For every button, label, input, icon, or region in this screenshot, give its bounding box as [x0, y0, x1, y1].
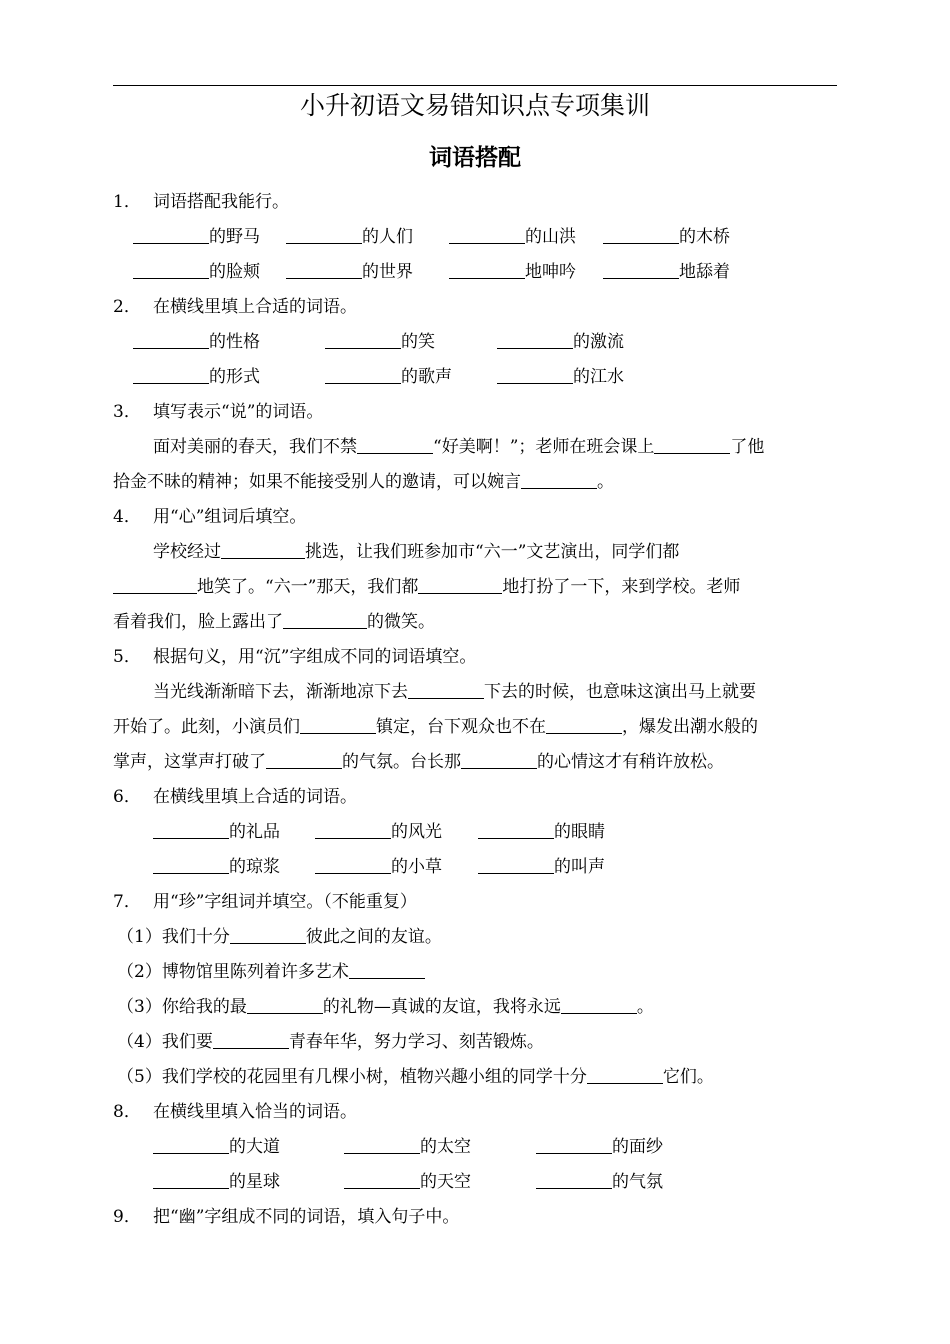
q6-item: 的叫声: [478, 854, 605, 880]
q6-item: 的礼品: [153, 819, 280, 845]
question-number: 8．: [113, 1102, 141, 1122]
answer-blank[interactable]: [221, 540, 305, 559]
question-number: 4．: [113, 507, 141, 527]
q2-item: 的激流: [497, 329, 624, 355]
q4-paragraph-line-3: 看着我们，脸上露出了 的微笑。: [113, 612, 435, 632]
question-prompt: 填写表示“说”的词语。: [153, 402, 324, 422]
q6-item: 的风光: [315, 819, 442, 845]
question-prompt: 在横线里填入恰当的词语。: [153, 1102, 357, 1122]
q1-item: 地舔着: [603, 259, 730, 285]
q7-sub-1: （1）我们十分 彼此之间的友谊。: [117, 927, 442, 947]
q4-paragraph-line-1: 学校经过 挑选，让我们班参加市“六一”文艺演出，同学们都: [153, 542, 680, 562]
answer-blank[interactable]: [133, 365, 209, 384]
q8-item: 的面纱: [536, 1134, 663, 1160]
question-prompt: 用“心”组词后填空。: [153, 507, 307, 527]
question-prompt: 根据句义，用“沉”字组成不同的词语填空。: [153, 647, 477, 667]
answer-blank[interactable]: [153, 855, 229, 874]
q8-item: 的太空: [344, 1134, 471, 1160]
question-prompt: 用“珍”字组词并填空。（不能重复）: [153, 892, 417, 912]
answer-blank[interactable]: [449, 225, 525, 244]
answer-blank[interactable]: [521, 470, 597, 489]
answer-blank[interactable]: [266, 750, 342, 769]
question-prompt: 把“幽”字组成不同的词语，填入句子中。: [153, 1207, 460, 1227]
question-prompt: 在横线里填上合适的词语。: [153, 787, 357, 807]
answer-blank[interactable]: [113, 575, 197, 594]
section-title: 词语搭配: [429, 145, 521, 171]
document-title: 小升初语文易错知识点专项集训: [299, 91, 650, 120]
q3-paragraph-line-2: 拾金不昧的精神；如果不能接受别人的邀请，可以婉言 。: [113, 472, 614, 492]
q1-item: 的木桥: [603, 224, 730, 250]
answer-blank[interactable]: [561, 995, 637, 1014]
answer-blank[interactable]: [449, 260, 525, 279]
q4-paragraph-line-2: 地笑了。“六一”那天，我们都 地打扮了一下，来到学校。老师: [113, 574, 740, 600]
answer-blank[interactable]: [283, 610, 367, 629]
sub-label: （3）: [117, 997, 162, 1017]
q7-sub-4: （4）我们要 青春年华，努力学习、刻苦锻炼。: [117, 1032, 544, 1052]
sub-label: （5）: [117, 1067, 162, 1087]
answer-blank[interactable]: [357, 435, 433, 454]
answer-blank[interactable]: [461, 750, 537, 769]
question-prompt: 词语搭配我能行。: [153, 192, 289, 212]
answer-blank[interactable]: [546, 715, 622, 734]
q2-item: 的性格: [133, 329, 260, 355]
q3-paragraph-line-1: 面对美丽的春天，我们不禁 “好美啊！”；老师在班会课上 了他: [153, 437, 765, 457]
answer-blank[interactable]: [536, 1135, 612, 1154]
answer-blank[interactable]: [408, 680, 484, 699]
answer-blank[interactable]: [587, 1065, 663, 1084]
answer-blank[interactable]: [344, 1135, 420, 1154]
answer-blank[interactable]: [286, 260, 362, 279]
question-number: 9．: [113, 1207, 141, 1227]
q1-item: 的山洪: [449, 224, 576, 250]
answer-blank[interactable]: [153, 1170, 229, 1189]
q7-sub-2: （2）博物馆里陈列着许多艺术: [117, 959, 425, 985]
q1-item: 地呻吟: [449, 259, 576, 285]
answer-blank[interactable]: [344, 1170, 420, 1189]
answer-blank[interactable]: [286, 225, 362, 244]
answer-blank[interactable]: [300, 715, 376, 734]
q8-item: 的大道: [153, 1134, 280, 1160]
answer-blank[interactable]: [315, 855, 391, 874]
answer-blank[interactable]: [153, 820, 229, 839]
sub-label: （4）: [117, 1032, 162, 1052]
header-rule: [113, 85, 837, 86]
q1-item: 的脸颊: [133, 259, 260, 285]
sub-label: （1）: [117, 927, 162, 947]
q1-item: 的世界: [286, 259, 413, 285]
q1-item: 的人们: [286, 224, 413, 250]
answer-blank[interactable]: [213, 1030, 289, 1049]
question-number: 5．: [113, 647, 141, 667]
q7-sub-5: （5）我们学校的花园里有几棵小树，植物兴趣小组的同学十分 它们。: [117, 1067, 714, 1087]
answer-blank[interactable]: [603, 260, 679, 279]
answer-blank[interactable]: [230, 925, 306, 944]
answer-blank[interactable]: [133, 330, 209, 349]
answer-blank[interactable]: [654, 435, 730, 454]
question-number: 3．: [113, 402, 141, 422]
q5-paragraph-line-2: 开始了。此刻，小演员们 镇定，台下观众也不在 ，爆发出潮水般的: [113, 717, 758, 737]
answer-blank[interactable]: [325, 365, 401, 384]
q7-sub-3: （3）你给我的最 的礼物—真诚的友谊，我将永远 。: [117, 997, 654, 1017]
q5-paragraph-line-3: 掌声，这掌声打破了 的气氛。台长那 的心情这才有稍许放松。: [113, 752, 724, 772]
q2-item: 的江水: [497, 364, 624, 390]
question-number: 7．: [113, 892, 141, 912]
q8-item: 的星球: [153, 1169, 280, 1195]
answer-blank[interactable]: [418, 575, 502, 594]
q8-item: 的天空: [344, 1169, 471, 1195]
q2-item: 的形式: [133, 364, 260, 390]
answer-blank[interactable]: [133, 260, 209, 279]
sub-label: （2）: [117, 962, 162, 982]
question-number: 1．: [113, 192, 141, 212]
answer-blank[interactable]: [133, 225, 209, 244]
answer-blank[interactable]: [497, 330, 573, 349]
answer-blank[interactable]: [536, 1170, 612, 1189]
question-prompt: 在横线里填上合适的词语。: [153, 297, 357, 317]
q5-paragraph-line-1: 当光线渐渐暗下去，渐渐地凉下去 下去的时候，也意味这演出马上就要: [153, 682, 756, 702]
answer-blank[interactable]: [478, 855, 554, 874]
answer-blank[interactable]: [153, 1135, 229, 1154]
answer-blank[interactable]: [603, 225, 679, 244]
q2-item: 的笑: [325, 329, 435, 355]
answer-blank[interactable]: [478, 820, 554, 839]
answer-blank[interactable]: [247, 995, 323, 1014]
answer-blank[interactable]: [349, 960, 425, 979]
question-number: 6．: [113, 787, 141, 807]
answer-blank[interactable]: [315, 820, 391, 839]
answer-blank[interactable]: [325, 330, 401, 349]
q8-item: 的气氛: [536, 1169, 663, 1195]
q6-item: 的琼浆: [153, 854, 280, 880]
q6-item: 的小草: [315, 854, 442, 880]
q2-item: 的歌声: [325, 364, 452, 390]
answer-blank[interactable]: [497, 365, 573, 384]
q6-item: 的眼睛: [478, 819, 605, 845]
q1-item: 的野马: [133, 224, 260, 250]
question-number: 2．: [113, 297, 141, 317]
